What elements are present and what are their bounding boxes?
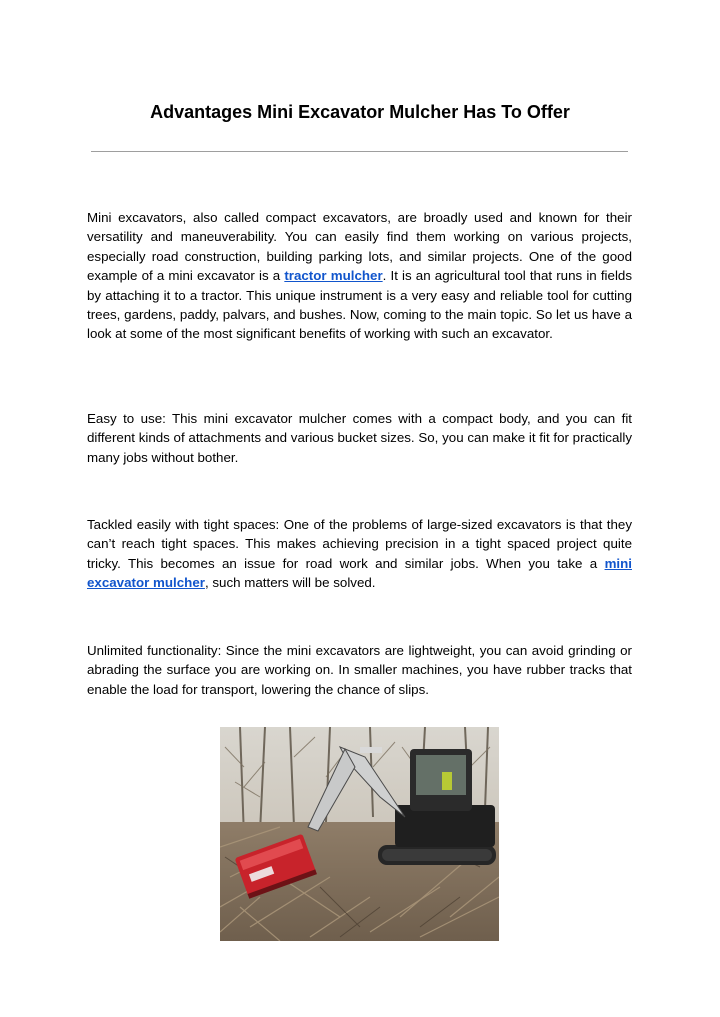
tight-spaces-text-before-link: Tackled easily with tight spaces: One of the problems of large-sized excavators is that they can’t reach tight spaces. This makes achieving precision in a tight spaced project quite tricky. This becomes an issue for road work and similar jobs. When you take a bbox=[87, 517, 632, 571]
intro-text-after-link: . It is an agricultural tool that runs in fields by attaching it to a tractor. This unique instrument is a very easy and reliable tool for cutting trees, gardens, paddy, palvars, and bushes. Now, coming to the main topic. So let us have a look at some of the most significant benefits of working with such an excavator. bbox=[87, 268, 633, 342]
tractor-mulcher-link[interactable]: tractor mulcher bbox=[284, 268, 383, 284]
intro-paragraph bbox=[87, 208, 632, 344]
mini-excavator-mulcher-link[interactable]: mini excavator mulcher bbox=[87, 555, 632, 591]
tight-spaces-text-after-link: , such matters will be solved. bbox=[204, 575, 376, 591]
intro-text-before-link: Mini excavators, also called compact excavators, are broadly used and known for their versatility and maneuverability. You can easily find them working on various projects, especially road construction, building parking lots, and similar projects. One of the good example of a mini excavator is a bbox=[87, 210, 632, 284]
excavator-mulcher-photo bbox=[220, 727, 499, 941]
tight-spaces-paragraph bbox=[87, 515, 632, 593]
document-title: Advantages Mini Excavator Mulcher Has To Offer bbox=[150, 102, 570, 122]
title-divider bbox=[91, 151, 628, 152]
easy-to-use-paragraph: Easy to use: This mini excavator mulcher comes with a compact body, and you can fit different kinds of attachments and various bucket sizes. So, you can make it fit for practically many jobs without bother. bbox=[87, 411, 632, 465]
functionality-paragraph: Unlimited functionality: Since the mini excavators are lightweight, you can avoid grinding or abrading the surface you are working on. In smaller machines, you have rubber tracks that enable the load for transport, lowering the chance of slips. bbox=[87, 643, 632, 697]
